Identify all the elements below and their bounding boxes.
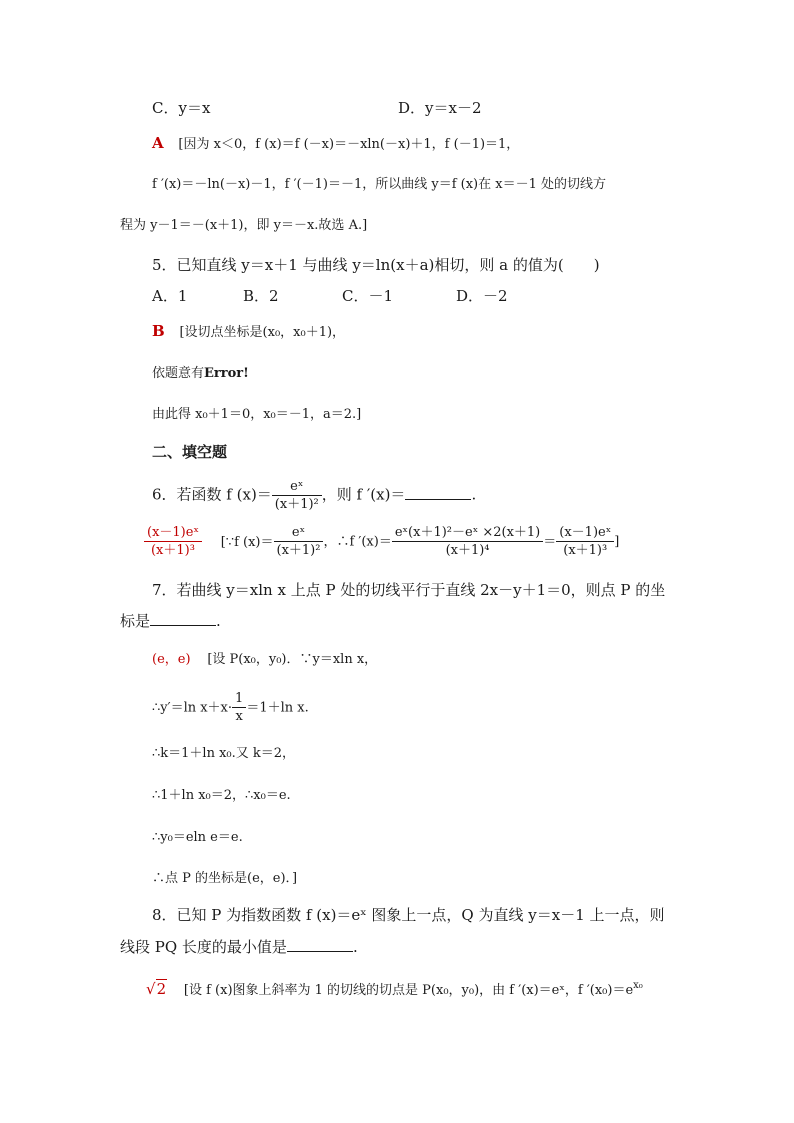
q7-solution-text-3: ∴k＝1＋ln x₀.又 k＝2，	[152, 746, 296, 761]
q5-solution-line-2	[152, 362, 249, 384]
q6-sol-f-fraction	[274, 524, 324, 559]
q7-solution-line-3	[152, 742, 295, 764]
q5-stem: 5．已知直线 y＝x＋1 与曲线 y＝ln(x＋a)相切，则 a 的值为( )	[152, 256, 600, 274]
q5-solution-text-1: [设切点坐标是(x₀，x₀＋1)，	[179, 325, 346, 340]
q6-answer-blank	[405, 485, 471, 500]
q4-solution-text-1: [因为 x＜0，f (x)＝f (－x)＝－xln(－x)＋1，f (－1)＝1，	[178, 137, 520, 152]
q5-option-b: B．2	[243, 287, 279, 305]
q8-answer-blank	[287, 937, 353, 952]
q8-stem-line-1: 8．已知 P 为指数函数 f (x)＝eˣ 图象上一点，Q 为直线 y＝x－1 上一点，则	[152, 906, 665, 924]
q7-solution-text-4: ∴1＋ln x₀＝2，∴x₀＝e.	[152, 788, 291, 803]
q5-option-a: A．1	[152, 287, 188, 305]
q4-answer: A	[152, 134, 164, 152]
q7-solution-line-6	[152, 867, 297, 889]
q8-stem-line2-prefix: 线段 PQ 长度的最小值是	[120, 938, 287, 956]
q7-sol-frac-num: 1	[232, 690, 246, 708]
q6-solution	[144, 524, 619, 559]
q7-answer-blank	[150, 611, 216, 626]
q6-answer-fraction	[144, 524, 202, 559]
q6-sol-d-num: eˣ(x＋1)²－eˣ ×2(x＋1)	[392, 524, 543, 542]
q7-solution-line-5	[152, 826, 243, 848]
q5-option-c: C．－1	[342, 287, 394, 305]
q6-sol-mid: ，∴f ′(x)＝	[323, 534, 392, 550]
q7-stem-line-1: 7．若曲线 y＝xln x 上点 P 处的切线平行于直线 2x－y＋1＝0，则点 P 的坐	[152, 581, 666, 599]
q5-option-d: D．－2	[456, 287, 508, 305]
q5-solution-text-3: 由此得 x₀＋1＝0，x₀＝－1，a＝2.]	[152, 407, 362, 422]
q8-stem-line2-end: .	[352, 938, 358, 956]
q7-stem-line-2	[120, 611, 221, 631]
q5-solution-line-3	[152, 403, 361, 425]
q6-stem-frac-den: (x＋1)²	[274, 497, 319, 512]
q6-sol-r-num: (x－1)eˣ	[556, 524, 614, 542]
q7-answer: (e，e)	[152, 652, 191, 667]
q4-solution-text-2: f ′(x)＝－ln(－x)－1，f ′(－1)＝－1，所以曲线 y＝f (x)在 x＝－1 处的切线方	[152, 177, 606, 192]
q6-stem-prefix: 6．若函数 f (x)＝	[152, 485, 272, 504]
q6-sol-d-fraction	[392, 524, 543, 559]
q6-sol-f-den: (x＋1)²	[276, 543, 321, 558]
q7-stem-line2-prefix: 标是	[120, 612, 151, 630]
q6-stem-frac-num: eˣ	[272, 478, 322, 496]
q7-solution-line-1	[152, 648, 377, 670]
q6-stem-fraction	[272, 478, 322, 513]
q7-solution-text-1: [设 P(x₀，y₀)．∵y＝xln x，	[207, 652, 378, 667]
q6-sol-open: [∵f (x)＝	[220, 534, 274, 550]
q6-sol-r-fraction	[556, 524, 614, 559]
q7-stem-line2-end: .	[216, 612, 221, 630]
q6-sol-d-den: (x＋1)⁴	[445, 543, 490, 558]
q5-answer: B	[152, 322, 165, 340]
q6-stem	[152, 478, 476, 513]
q5-error-text: Error!	[204, 366, 249, 381]
q6-sol-close: ]	[614, 534, 620, 550]
q4-solution-line-3	[120, 214, 367, 236]
q6-sol-r-den: (x＋1)³	[563, 543, 608, 558]
section-title: 二、填空题	[152, 443, 228, 461]
q8-stem-line-2	[120, 937, 358, 957]
q6-stem-end: .	[471, 485, 477, 504]
q6-answer-num: (x－1)eˣ	[144, 524, 202, 542]
q8-answer-radicand: 2	[156, 980, 167, 998]
sqrt-icon: √2	[146, 980, 167, 998]
q6-stem-suffix: ，则 f ′(x)＝	[321, 485, 406, 504]
q7-solution-line-2	[152, 690, 309, 725]
q7-sol-line2-suffix: ＝1＋ln x.	[246, 700, 309, 716]
q7-sol-line2-prefix: ∴y′＝ln x＋x·	[152, 700, 233, 716]
q4-solution-line-2	[152, 173, 606, 195]
q7-sol-frac-den: x	[235, 709, 243, 724]
q7-sol-fraction	[232, 690, 246, 725]
q6-answer-den: (x＋1)³	[150, 543, 195, 558]
q7-solution-text-6: ∴点 P 的坐标是(e，e)．]	[152, 871, 298, 886]
q4-option-c: C．y＝x	[152, 99, 211, 117]
q7-solution-text-5: ∴y₀＝eln e＝e.	[152, 830, 243, 845]
q4-option-d: D．y＝x－2	[398, 99, 482, 117]
q4-solution-text-3: 程为 y－1＝－(x＋1)，即 y＝－x.故选 A.]	[120, 218, 368, 233]
q7-solution-line-4	[152, 784, 291, 806]
q8-solution-line-1	[146, 976, 643, 1001]
q6-sol-f-num: eˣ	[274, 524, 324, 542]
q6-sol-eq: ＝	[543, 534, 557, 550]
q4-solution-line-1	[152, 133, 519, 155]
q8-solution-text-1: [设 f (x)图象上斜率为 1 的切线的切点是 P(x₀，y₀)，由 f ′(x)＝eˣ，f ′(x₀)＝e	[183, 983, 634, 998]
q5-solution-text-2: 依题意有	[152, 366, 205, 381]
q8-sol-superscript: x₀	[633, 980, 643, 991]
q5-solution-line-1	[152, 321, 345, 343]
